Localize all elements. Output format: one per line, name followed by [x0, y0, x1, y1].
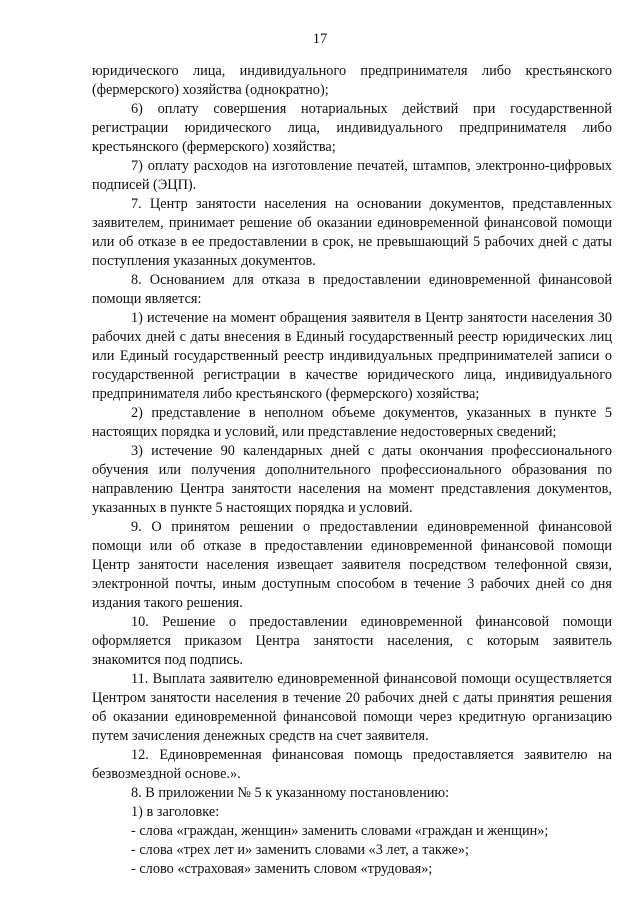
- paragraph: 11. Выплата заявителю единовременной финансовой помощи осуществляется Центром занятости населения в течение 20 рабочих дней с даты принятия решения об оказании единовременной финансовой помощи через кредитную организацию путем зачисления денежных средств на счет заявителя.: [92, 671, 612, 744]
- paragraph: - слова «трех лет и» заменить словами «3 лет, а также»;: [131, 842, 470, 858]
- paragraph: 12. Единовременная финансовая помощь предоставляется заявителю на безвозмездной основе.».: [92, 747, 612, 782]
- paragraph: 2) представление в неполном объеме документов, указанных в пункте 5 настоящих порядка и условий, или представление недостоверных сведений;: [92, 405, 612, 440]
- paragraph: 8. В приложении № 5 к указанному постановлению:: [131, 785, 450, 801]
- paragraph: 6) оплату совершения нотариальных действий при государственной регистрации юридического лица, индивидуального предпринимателя либо крестьянского (фермерского) хозяйства;: [92, 101, 612, 155]
- paragraph: - слова «граждан, женщин» заменить словами «граждан и женщин»;: [131, 823, 549, 839]
- page-number: 17: [312, 31, 328, 47]
- paragraph: 10. Решение о предоставлении единовременной финансовой помощи оформляется приказом Центра занятости населения, с которым заявитель знакомится под подпись.: [92, 614, 612, 668]
- document-body: [92, 62, 612, 879]
- paragraph: 3) истечение 90 календарных дней с даты окончания профессионального обучения или получения дополнительного профессионального образования по направлению Центра занятости населения на момент представления документов, указанных в пункте 5 настоящих порядка и условий.: [92, 443, 612, 516]
- paragraph: 7) оплату расходов на изготовление печатей, штампов, электронно-цифровых подписей (ЭЦП).: [92, 158, 612, 193]
- paragraph: юридического лица, индивидуального предпринимателя либо крестьянского (фермерского) хозяйства (однократно);: [92, 63, 612, 98]
- paragraph: 7. Центр занятости населения на основании документов, представленных заявителем, принимает решение об оказании единовременной финансовой помощи или об отказе в ее предоставлении в срок, не превышающий 5 рабочих дней с даты поступления указанных документов.: [92, 196, 612, 269]
- paragraph: - слово «страховая» заменить словом «трудовая»;: [131, 861, 433, 877]
- paragraph: 1) истечение на момент обращения заявителя в Центр занятости населения 30 рабочих дней с даты внесения в Единый государственный реестр юридических лиц или Единый государственный реестр индивидуальных предпринимателей записи о государственной регистрации в качестве юридического лица, индивидуального предпринимателя либо крестьянского (фермерского) хозяйства;: [92, 310, 612, 402]
- paragraph: 9. О принятом решении о предоставлении единовременной финансовой помощи или об отказе в предоставлении единовременной финансовой помощи Центр занятости населения извещает заявителя посредством телефонной связи, электронной почты, иным доступным способом в течение 3 рабочих дней со дня издания такого решения.: [92, 519, 612, 611]
- paragraph: 8. Основанием для отказа в предоставлении единовременной финансовой помощи является:: [92, 272, 612, 307]
- paragraph: 1) в заголовке:: [131, 804, 220, 820]
